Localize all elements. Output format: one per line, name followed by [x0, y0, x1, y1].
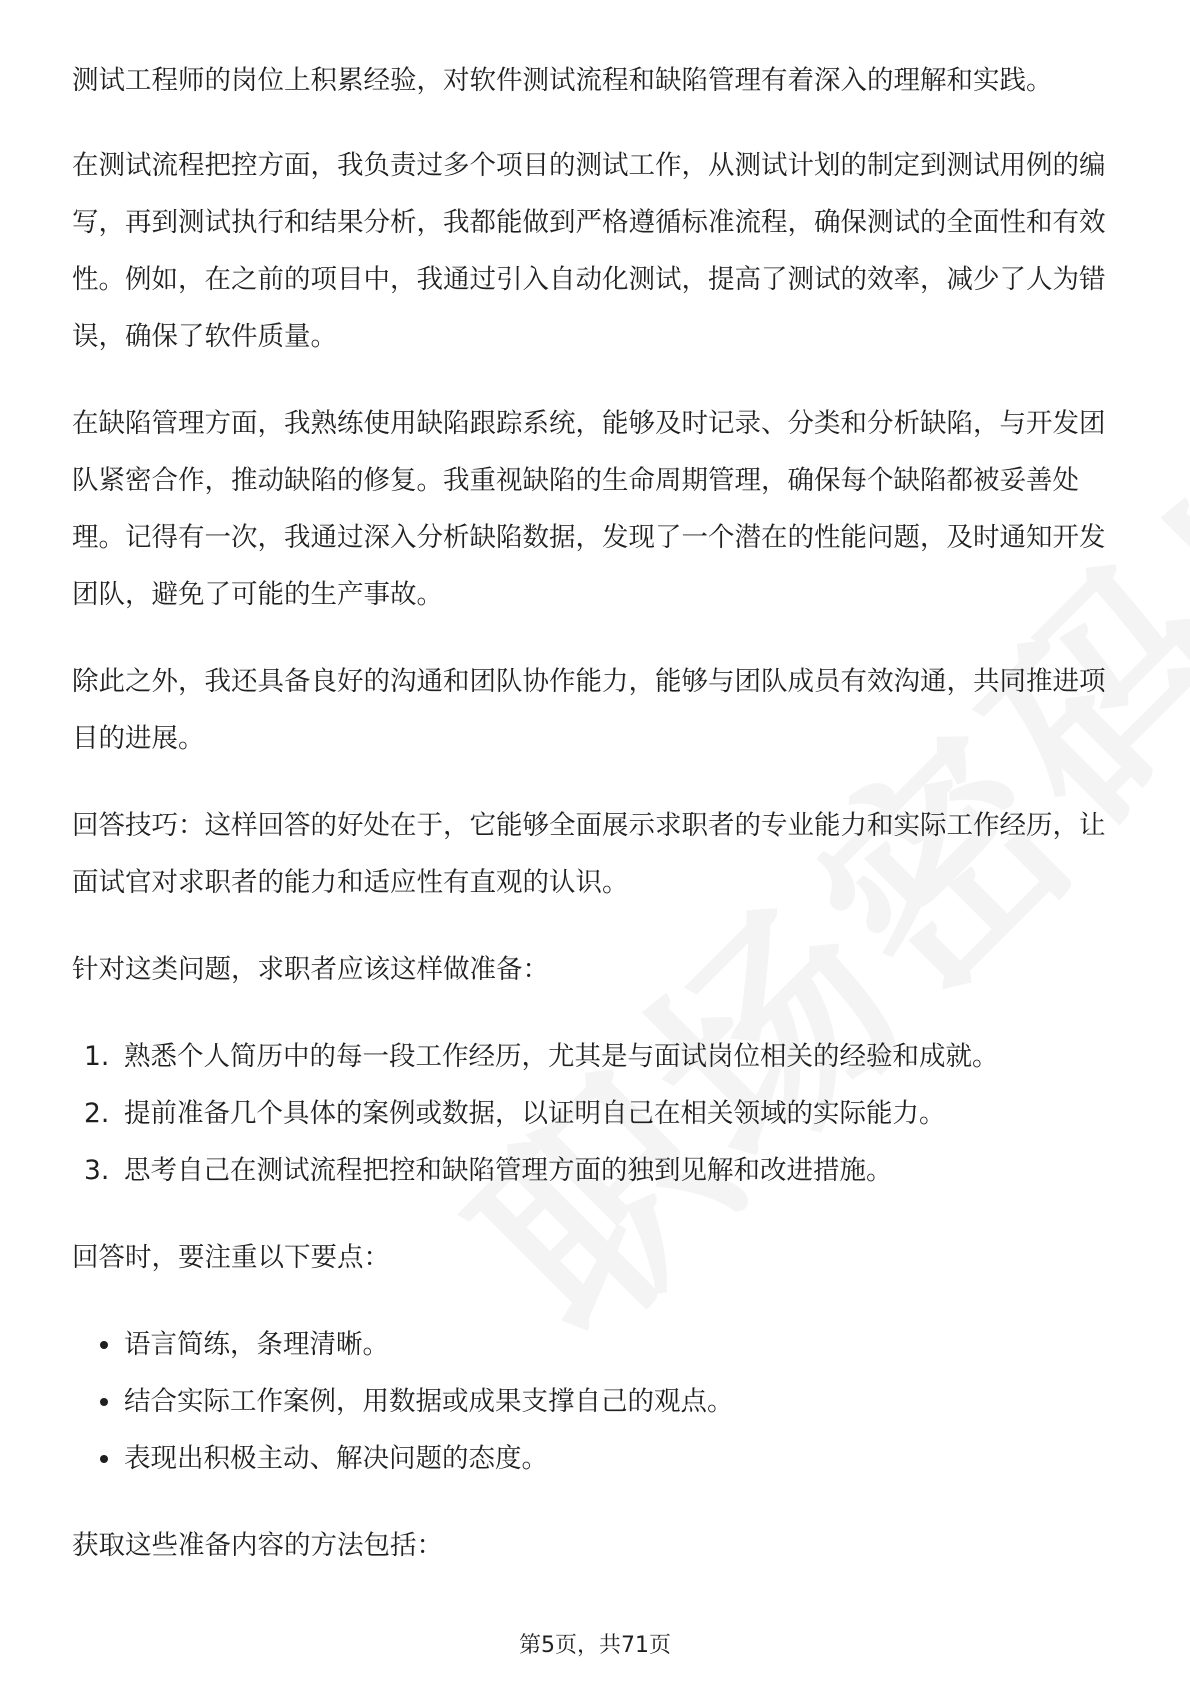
list-number: 2. — [84, 1098, 110, 1129]
list-item-text: 语言简练，条理清晰。 — [124, 1329, 389, 1360]
paragraph-answer-tips: 回答技巧：这样回答的好处在于，它能够全面展示求职者的专业能力和实际工作经历，让面试官对求职者的能力和适应性有直观的认识。 — [72, 810, 1106, 898]
paragraph-test-process: 在测试流程把控方面，我负责过多个项目的测试工作，从测试计划的制定到测试用例的编写，再到测试执行和结果分析，我都能做到严格遵循标准流程，确保测试的全面性和有效性。例如，在之前的项目中，我通过引入自动化测试，提高了测试的效率，减少了人为错误，确保了软件质量。 — [72, 150, 1106, 352]
list-number: 1. — [84, 1041, 110, 1072]
preparation-list — [72, 1028, 1118, 1199]
bullet-icon — [100, 1341, 108, 1349]
list-item — [72, 1028, 1118, 1085]
list-item — [72, 1430, 1118, 1487]
paragraph-teamwork: 除此之外，我还具备良好的沟通和团队协作能力，能够与团队成员有效沟通，共同推进项目的进展。 — [72, 666, 1106, 754]
bullet-icon — [100, 1455, 108, 1463]
list-item-text: 熟悉个人简历中的每一段工作经历，尤其是与面试岗位相关的经验和成就。 — [124, 1041, 999, 1072]
list-item-text: 提前准备几个具体的案例或数据，以证明自己在相关领域的实际能力。 — [124, 1098, 946, 1129]
paragraph-preparation-heading: 针对这类问题，求职者应该这样做准备： — [72, 954, 549, 985]
paragraph-intro: 测试工程师的岗位上积累经验，对软件测试流程和缺陷管理有着深入的理解和实践。 — [72, 65, 1053, 96]
list-item — [72, 1142, 1118, 1199]
paragraph-points-heading: 回答时，要注重以下要点： — [72, 1242, 390, 1273]
page-content — [72, 52, 1118, 1604]
list-item — [72, 1373, 1118, 1430]
bullet-icon — [100, 1398, 108, 1406]
list-number: 3. — [84, 1155, 110, 1186]
points-list — [72, 1316, 1118, 1487]
list-item-text: 结合实际工作案例，用数据或成果支撑自己的观点。 — [124, 1386, 734, 1417]
list-item — [72, 1316, 1118, 1373]
paragraph-defect-management: 在缺陷管理方面，我熟练使用缺陷跟踪系统，能够及时记录、分类和分析缺陷，与开发团队紧密合作，推动缺陷的修复。我重视缺陷的生命周期管理，确保每个缺陷都被妥善处理。记得有一次，我通过深入分析缺陷数据，发现了一个潜在的性能问题，及时通知开发团队，避免了可能的生产事故。 — [72, 408, 1106, 610]
list-item-text: 思考自己在测试流程把控和缺陷管理方面的独到见解和改进措施。 — [124, 1155, 893, 1186]
page-number-footer: 第5页，共71页 — [519, 1633, 671, 1658]
list-item — [72, 1085, 1118, 1142]
list-item-text: 表现出积极主动、解决问题的态度。 — [124, 1443, 548, 1474]
paragraph-closing-heading: 获取这些准备内容的方法包括： — [72, 1530, 443, 1561]
